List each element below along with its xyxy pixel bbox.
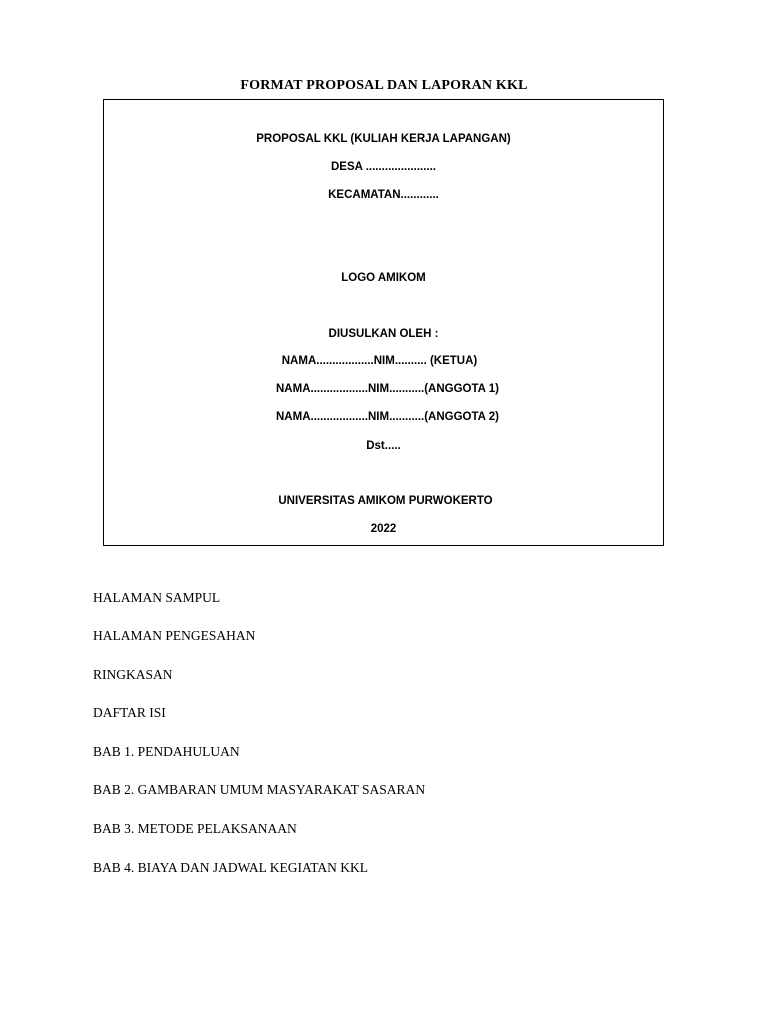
outline-item-halaman-sampul: HALAMAN SAMPUL (93, 590, 221, 605)
outline-item-bab-3: BAB 3. METODE PELAKSANAAN (93, 821, 297, 836)
outline-item-daftar-isi: DAFTAR ISI (93, 705, 166, 720)
cover-logo-placeholder: LOGO AMIKOM (341, 272, 426, 284)
cover-year: 2022 (370, 523, 397, 535)
cover-etc: Dst..... (366, 440, 401, 452)
cover-proposed-by: DIUSULKAN OLEH : (328, 328, 439, 340)
document-title: FORMAT PROPOSAL DAN LAPORAN KKL (240, 78, 528, 93)
cover-member-anggota-1: NAMA..................NIM...........(ANGGOTA 1) (276, 383, 499, 395)
cover-page-template (103, 99, 664, 546)
outline-item-ringkasan: RINGKASAN (93, 667, 173, 682)
outline-item-bab-4: BAB 4. BIAYA DAN JADWAL KEGIATAN KKL (93, 860, 369, 875)
cover-kecamatan: KECAMATAN............ (328, 189, 439, 201)
cover-university: UNIVERSITAS AMIKOM PURWOKERTO (278, 495, 493, 507)
cover-heading: PROPOSAL KKL (KULIAH KERJA LAPANGAN) (256, 133, 511, 145)
cover-desa: DESA ...................... (330, 161, 436, 173)
outline-item-bab-1: BAB 1. PENDAHULUAN (93, 744, 240, 759)
outline-item-bab-2: BAB 2. GAMBARAN UMUM MASYARAKAT SASARAN (93, 782, 426, 797)
cover-member-ketua: NAMA..................NIM.......... (KETUA) (281, 355, 478, 367)
outline-item-halaman-pengesahan: HALAMAN PENGESAHAN (93, 628, 256, 643)
cover-member-anggota-2: NAMA..................NIM...........(ANGGOTA 2) (276, 411, 499, 423)
